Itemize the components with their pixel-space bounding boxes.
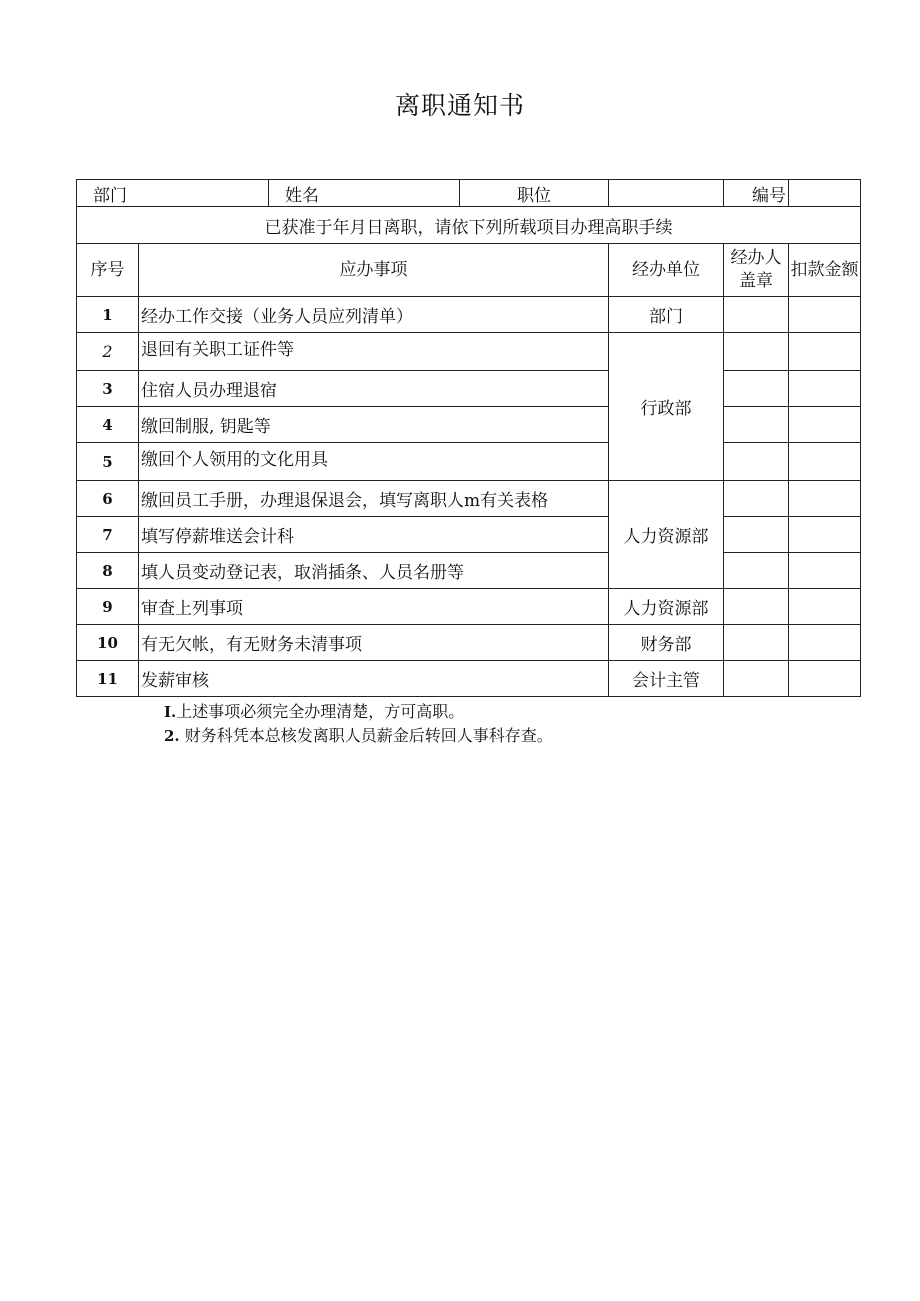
number-value xyxy=(789,180,861,207)
deduct-cell xyxy=(789,661,861,697)
note-text: 上述事项必须完全办理清楚，方可高职。 xyxy=(176,702,465,721)
deduct-cell xyxy=(789,333,861,371)
row-item: 缴回员工手册，办理退保退会，填写离职人m有关表格 xyxy=(139,481,609,517)
row-item: 审查上列事项 xyxy=(139,589,609,625)
row-unit: 会计主管 xyxy=(609,661,724,697)
name-label: 姓名 xyxy=(269,180,460,207)
table-row xyxy=(77,661,861,697)
column-header-row xyxy=(77,244,861,297)
deduct-cell xyxy=(789,589,861,625)
row-item: 填写停薪堆送会计科 xyxy=(139,517,609,553)
stamp-cell xyxy=(724,517,789,553)
table-row xyxy=(77,553,861,589)
deduct-cell xyxy=(789,297,861,333)
stamp-cell xyxy=(724,297,789,333)
stamp-cell xyxy=(724,661,789,697)
row-unit: 人力资源部 xyxy=(609,589,724,625)
deduct-cell xyxy=(789,625,861,661)
col-deduct: 扣款金额 xyxy=(789,244,861,297)
row-unit: 部门 xyxy=(609,297,724,333)
row-item: 经办工作交接（业务人员应列清单） xyxy=(139,297,609,333)
row-number: 8 xyxy=(77,553,139,589)
col-stamp: 经办人盖章 xyxy=(724,244,789,297)
row-item: 住宿人员办理退宿 xyxy=(139,371,609,407)
row-number: 10 xyxy=(77,625,139,661)
note-number: I. xyxy=(164,703,177,721)
notice-row xyxy=(77,207,861,244)
note-item xyxy=(164,724,553,748)
col-unit: 经办单位 xyxy=(609,244,724,297)
row-number: 4 xyxy=(77,407,139,443)
deduct-cell xyxy=(789,371,861,407)
row-item: 填人员变动登记表，取消插条、人员名册等 xyxy=(139,553,609,589)
row-unit: 财务部 xyxy=(609,625,724,661)
stamp-cell xyxy=(724,481,789,517)
note-text: 财务科凭本总核发离职人员薪金后转回人事科存查。 xyxy=(184,726,553,745)
stamp-cell xyxy=(724,553,789,589)
deduct-cell xyxy=(789,517,861,553)
table-row xyxy=(77,297,861,333)
table-row xyxy=(77,481,861,517)
position-label: 职位 xyxy=(460,180,609,207)
stamp-cell xyxy=(724,407,789,443)
stamp-cell xyxy=(724,589,789,625)
deduct-cell xyxy=(789,407,861,443)
row-number: 5 xyxy=(77,443,139,481)
row-unit-merged: 行政部 xyxy=(609,333,724,481)
row-number: 6 xyxy=(77,481,139,517)
row-item: 发薪审核 xyxy=(139,661,609,697)
table-row xyxy=(77,625,861,661)
notice-text: 已获准于年月日离职，请依下列所载项目办理高职手续 xyxy=(77,207,861,244)
stamp-cell xyxy=(724,371,789,407)
stamp-cell xyxy=(724,625,789,661)
table-row xyxy=(77,371,861,407)
table-row xyxy=(77,407,861,443)
deduct-cell xyxy=(789,443,861,481)
deduct-cell xyxy=(789,481,861,517)
table-row xyxy=(77,333,861,371)
note-number: 2. xyxy=(164,727,180,745)
row-item: 有无欠帐，有无财务未清事项 xyxy=(139,625,609,661)
row-unit-merged: 人力资源部 xyxy=(609,481,724,589)
row-number: 3 xyxy=(77,371,139,407)
resignation-form-table xyxy=(76,179,861,697)
page-title: 离职通知书 xyxy=(394,91,525,120)
table-row xyxy=(77,517,861,553)
stamp-cell xyxy=(724,333,789,371)
row-number: 11 xyxy=(77,661,139,697)
row-item: 缴回制服, 钥匙等 xyxy=(139,407,609,443)
department-label: 部门 xyxy=(77,180,269,207)
row-item: 缴回个人领用的文化用具 xyxy=(139,443,609,481)
row-item: 退回有关职工证件等 xyxy=(139,333,609,371)
col-seq: 序号 xyxy=(77,244,139,297)
notes xyxy=(164,700,553,748)
table-row xyxy=(77,589,861,625)
row-number: 2 xyxy=(77,333,139,371)
row-number: 9 xyxy=(77,589,139,625)
deduct-cell xyxy=(789,553,861,589)
col-item: 应办事项 xyxy=(139,244,609,297)
position-value xyxy=(609,180,724,207)
row-number: 1 xyxy=(77,297,139,333)
table-row xyxy=(77,443,861,481)
stamp-cell xyxy=(724,443,789,481)
row-number: 7 xyxy=(77,517,139,553)
note-item xyxy=(164,700,553,724)
header-row xyxy=(77,180,861,207)
number-label: 编号 xyxy=(724,180,789,207)
